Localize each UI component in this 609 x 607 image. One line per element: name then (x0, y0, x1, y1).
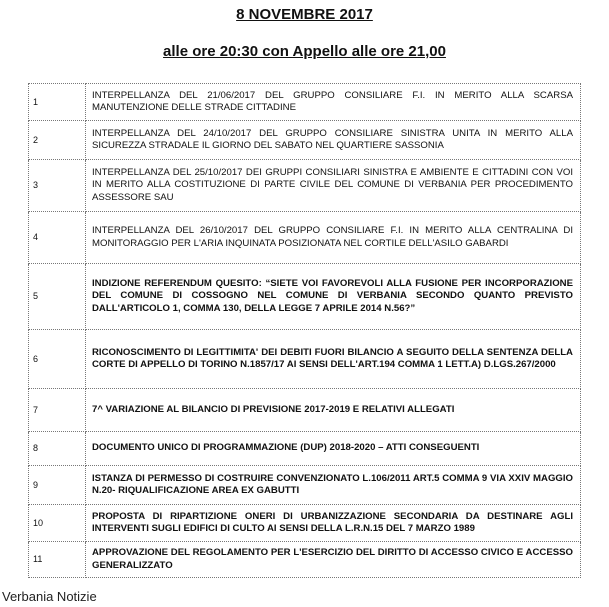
item-text: INTERPELLANZA DEL 24/10/2017 DEL GRUPPO CONSILIARE SINISTRA UNITA IN MERITO ALLA SICUREZZA STRADALE IL GIORNO DEL SABATO NEL QUARTIERE SASSONIA (86, 121, 581, 160)
table-row (29, 212, 581, 264)
item-text: PROPOSTA DI RIPARTIZIONE ONERI DI URBANIZZAZIONE SECONDARIA DA DESTINARE AGLI INTERVENTI SUGLI EDIFICI DI CULTO AI SENSI DELLA L.R.N.15 DEL 7 MARZO 1989 (86, 505, 581, 542)
table-row (29, 542, 581, 578)
title-text: 8 NOVEMBRE 2017 (236, 6, 373, 23)
table-row (29, 264, 581, 330)
item-number: 9 (29, 466, 86, 505)
table-row (29, 389, 581, 432)
item-number: 6 (29, 330, 86, 389)
item-text: 7^ VARIAZIONE AL BILANCIO DI PREVISIONE 2017-2019 E RELATIVI ALLEGATI (86, 389, 581, 432)
item-text: INTERPELLANZA DEL 26/10/2017 DEL GRUPPO CONSILIARE F.I. IN MERITO ALLA CENTRALINA DI MONITORAGGIO PER L'ARIA INQUINATA POSIZIONATA NEL CORTILE DELL'ASILO GABARDI (86, 212, 581, 264)
item-number: 2 (29, 121, 86, 160)
table-row (29, 505, 581, 542)
table-row (29, 160, 581, 212)
item-number: 4 (29, 212, 86, 264)
page-title (0, 6, 609, 24)
source-watermark: Verbania Notizie (2, 589, 97, 604)
table-row (29, 84, 581, 121)
table-row (29, 330, 581, 389)
item-number: 10 (29, 505, 86, 542)
item-text: INTERPELLANZA DEL 21/06/2017 DEL GRUPPO CONSILIARE F.I. IN MERITO ALLA SCARSA MANUTENZIONE DELLE STRADE CITTADINE (86, 84, 581, 121)
subtitle-text: alle ore 20:30 con Appello alle ore 21,00 (163, 43, 446, 60)
item-text: INTERPELLANZA DEL 25/10/2017 DEI GRUPPI CONSILIARI SINISTRA E AMBIENTE E CITTADINI CON VOI IN MERITO ALLA COSTITUZIONE DI PARTE CIVILE DEL COMUNE DI VERBANIA PER PROCEDIMENTO ASSESSORE SAU (86, 160, 581, 212)
item-text: APPROVAZIONE DEL REGOLAMENTO PER L'ESERCIZIO DEL DIRITTO DI ACCESSO CIVICO E ACCESSO GENERALIZZATO (86, 542, 581, 578)
item-number: 8 (29, 432, 86, 466)
agenda-table (28, 83, 581, 578)
item-text: ISTANZA DI PERMESSO DI COSTRUIRE CONVENZIONATO L.106/2011 ART.5 COMMA 9 VIA XXIV MAGGIO N.20- RIQUALIFICAZIONE AREA EX GABUTTI (86, 466, 581, 505)
item-number: 7 (29, 389, 86, 432)
table-row (29, 432, 581, 466)
item-number: 5 (29, 264, 86, 330)
page-subtitle (0, 43, 609, 61)
item-number: 1 (29, 84, 86, 121)
table-row (29, 121, 581, 160)
item-number: 11 (29, 542, 86, 578)
item-number: 3 (29, 160, 86, 212)
item-text: INDIZIONE REFERENDUM QUESITO: “SIETE VOI FAVOREVOLI ALLA FUSIONE PER INCORPORAZIONE DEL COMUNE DI COSSOGNO NEL COMUNE DI VERBANIA SECONDO QUANTO PREVISTO DALL'ARTICOLO 1, COMMA 130, DELLA LEGGE 7 APRILE 2014 N.56?” (86, 264, 581, 330)
table-row (29, 466, 581, 505)
item-text: RICONOSCIMENTO DI LEGITTIMITA' DEI DEBITI FUORI BILANCIO A SEGUITO DELLA SENTENZA DELLA CORTE DI APPELLO DI TORINO N.1857/17 AI SENSI DELL'ART.194 COMMA 1 LETT.A) D.LGS.267/2000 (86, 330, 581, 389)
item-text: DOCUMENTO UNICO DI PROGRAMMAZIONE (DUP) 2018-2020 – ATTI CONSEGUENTI (86, 432, 581, 466)
